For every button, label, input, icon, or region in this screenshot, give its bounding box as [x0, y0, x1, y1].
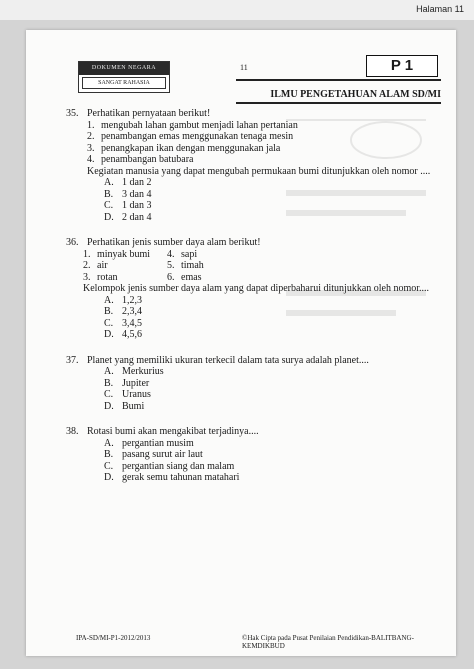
option-d[interactable]: D. Bumi [104, 400, 145, 412]
header-rule-top [236, 79, 441, 81]
scanned-page [26, 30, 456, 656]
packet-code: P 1 [366, 55, 438, 77]
answer-options [104, 177, 446, 223]
statement-item: 4. penambangan batubara [87, 154, 194, 165]
option-a[interactable]: A. 1,2,3 [104, 294, 142, 306]
option-a[interactable]: A. 1 dan 2 [104, 177, 152, 188]
option-c[interactable]: C. pergantian siang dan malam [104, 460, 235, 472]
question-36 [66, 237, 446, 341]
question-list [66, 108, 446, 484]
question-number: 37. [66, 354, 79, 366]
statement-item: 1. mengubah lahan gambut menjadi lahan pertanian [87, 119, 298, 131]
answer-options [104, 295, 446, 341]
viewer-toolbar [0, 0, 474, 20]
page-number: 11 [240, 63, 248, 72]
answer-options [104, 438, 446, 484]
question-stem: Perhatikan jenis sumber daya alam berikut! [87, 237, 261, 248]
resource-item: 4. sapi [167, 248, 198, 260]
option-b[interactable]: B. 3 dan 4 [104, 188, 152, 200]
answer-options [104, 366, 446, 412]
option-d[interactable]: D. 2 dan 4 [104, 211, 152, 223]
option-d[interactable]: D. gerak semu tahunan matahari [104, 472, 240, 483]
question-number: 35. [66, 108, 79, 119]
option-d[interactable]: D. 4,5,6 [104, 329, 142, 340]
question-38 [66, 426, 446, 484]
page-indicator: Halaman 11 [416, 4, 464, 14]
question-number: 36. [66, 237, 79, 248]
resource-item: 2. air [83, 260, 108, 271]
question-stem: Perhatikan pernyataan berikut! [87, 108, 211, 119]
option-c[interactable]: C. Uranus [104, 389, 151, 400]
classification-stamp [78, 61, 170, 93]
question-37 [66, 355, 446, 413]
header-rule-bottom [236, 102, 441, 104]
question-stem: Planet yang memiliki ukuran terkecil dalam tata surya adalah planet.... [87, 354, 369, 366]
question-35 [66, 108, 446, 223]
copyright-notice: ©Hak Cipta pada Pusat Penilaian Pendidikan-BALITBANG-KEMDIKBUD [242, 634, 414, 650]
resource-item: 6. emas [167, 271, 202, 283]
secrecy-label: SANGAT RAHASIA [82, 77, 166, 89]
question-stem: Rotasi bumi akan mengakibat terjadinya.... [87, 426, 259, 437]
question-number: 38. [66, 426, 79, 437]
statement-list [87, 120, 446, 166]
option-c[interactable]: C. 3,4,5 [104, 317, 142, 329]
option-b[interactable]: B. Jupiter [104, 377, 150, 389]
option-a[interactable]: A. Merkurius [104, 366, 164, 377]
resource-grid [83, 249, 446, 284]
document-class-label: DOKUMEN NEGARA [79, 62, 169, 75]
statement-item: 2. penambangan emas menggunakan tenaga mesin [87, 131, 294, 142]
statement-item: 3. penangkapan ikan dengan menggunakan jala [87, 142, 281, 154]
option-b[interactable]: B. pasang surut air laut [104, 449, 203, 460]
subject-title: ILMU PENGETAHUAN ALAM SD/MI [270, 89, 441, 100]
option-a[interactable]: A. pergantian musim [104, 437, 194, 449]
option-c[interactable]: C. 1 dan 3 [104, 200, 152, 211]
option-b[interactable]: B. 2,3,4 [104, 306, 142, 317]
question-prompt: Kelompok jenis sumber daya alam yang dapat diperbaharui ditunjukkan oleh nomor.... [83, 283, 430, 294]
resource-item: 3. rotan [83, 271, 118, 283]
resource-item: 1. minyak bumi [83, 248, 151, 260]
question-prompt: Kegiatan manusia yang dapat mengubah permukaan bumi ditunjukkan oleh nomor .... [87, 165, 431, 177]
resource-item: 5. timah [167, 260, 204, 271]
exam-code: IPA-SD/MI-P1-2012/2013 [76, 634, 151, 642]
